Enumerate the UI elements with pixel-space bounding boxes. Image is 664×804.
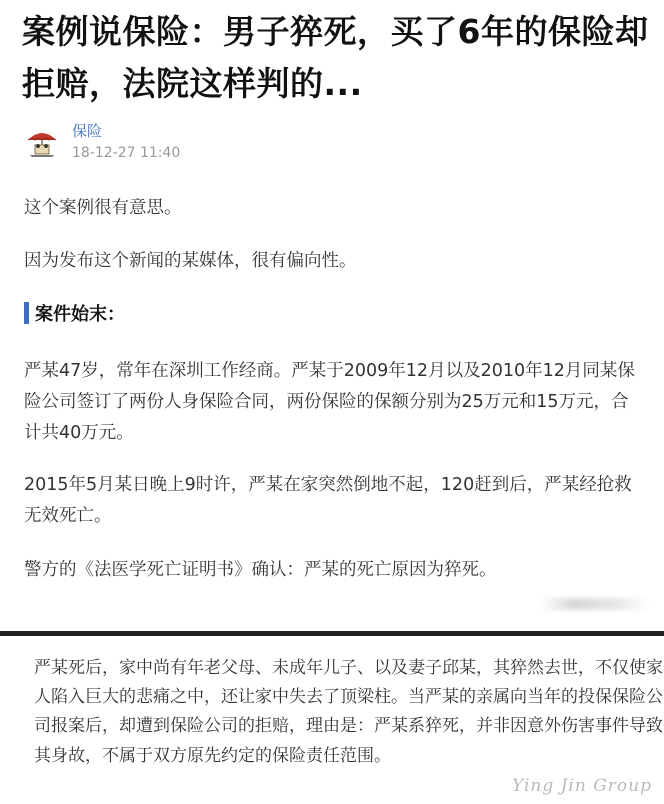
body-paragraph: 2015年5月某日晚上9时许，严某在家突然倒地不起，120赶到后，严某经抢救无效死亡。 [24,475,632,526]
publish-time: 18-12-27 11:40 [72,145,181,161]
body-paragraph: 严某47岁，常年在深圳工作经商。严某于2009年12月以及2010年12月同某保险公司签订了两份人身保险合同，两份保险的保额分别为25万元和15万元，合计共40万元。 [24,361,635,443]
section-accent-bar [24,302,29,324]
body-paragraph: 警方的《法医学死亡证明书》确认：严某的死亡原因为猝死。 [24,560,497,580]
section-heading [24,300,125,326]
umbrella-logo-icon [24,124,60,160]
second-screenshot-block [0,636,664,804]
intro-paragraph: 这个案例很有意思。 [24,198,182,218]
article-title: 案例说保险：男子猝死，买了6年的保险却拒赔，法院这样判的... [22,12,649,103]
continuation-paragraph: 严某死后，家中尚有年老父母、未成年儿子、以及妻子邱某，其猝然去世，不仅使家人陷入巨大的悲痛之中，还让家中失去了顶梁柱。当严某的亲属向当年的投保保险公司报案后，却遭到保险公司的拒赔，理由是：严某系猝死，并非因意外伤害事件导致其身故，不属于双方原先约定的保险责任范围。 [34,658,663,766]
section-heading-text: 案件始末： [35,304,125,325]
author-avatar[interactable] [24,124,60,160]
blurred-watermark [540,598,650,610]
intro-paragraph: 因为发布这个新闻的某媒体，很有偏向性。 [24,251,357,271]
author-name[interactable]: 保险 [72,122,103,140]
group-watermark: Ying Jin Group [512,776,652,796]
